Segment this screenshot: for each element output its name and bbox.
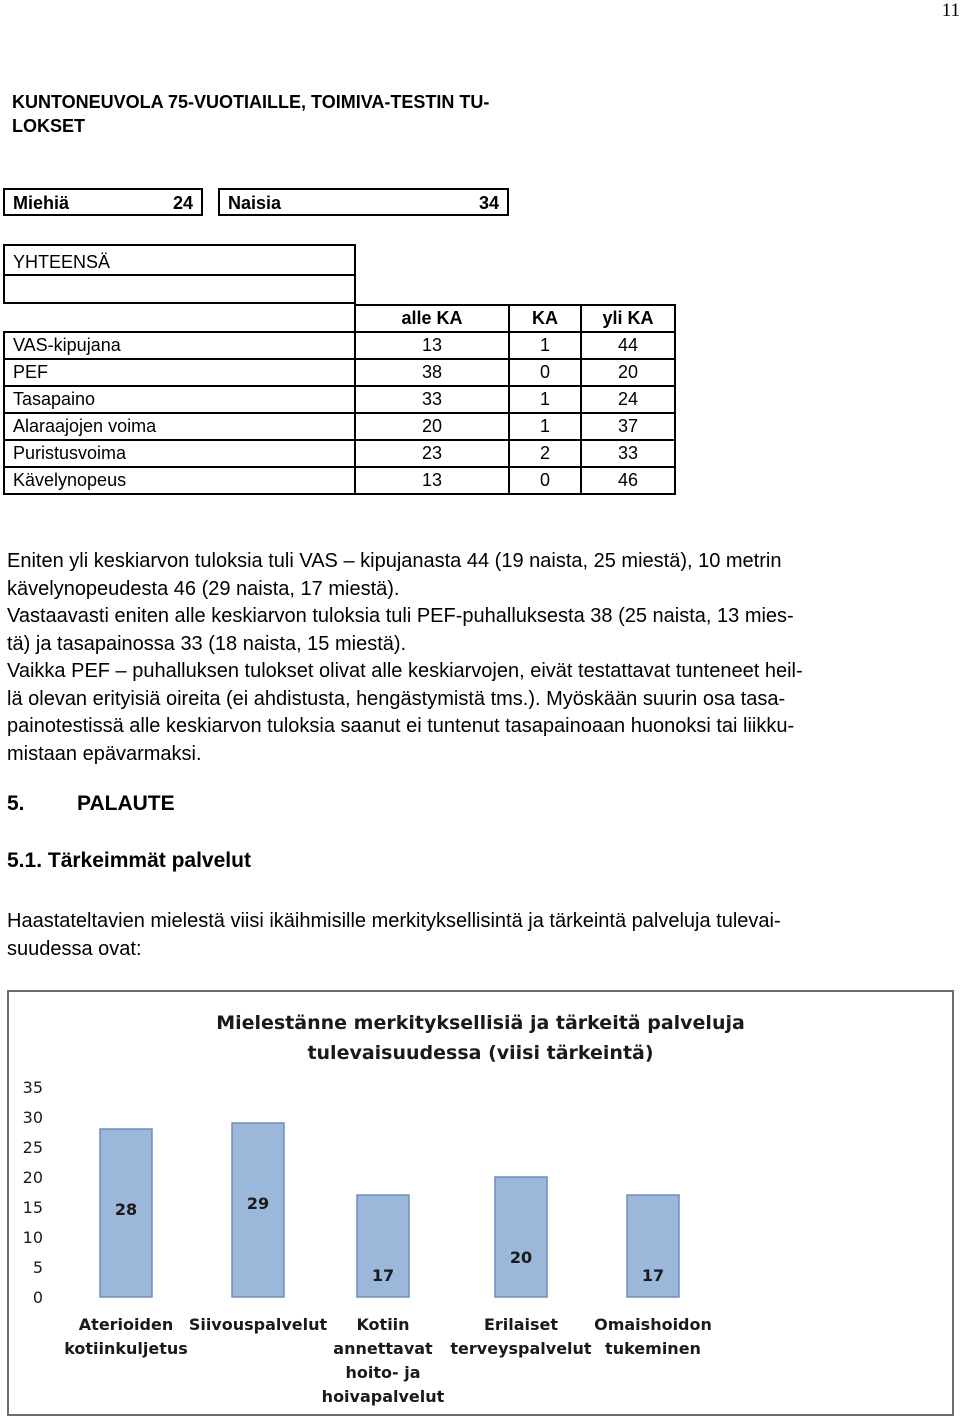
intro-paragraph <box>7 908 952 963</box>
category-label: Erilaiset <box>483 1315 559 1334</box>
row-label: Tasapaino <box>4 386 355 413</box>
section-number: 5. <box>7 792 25 815</box>
data-label: 29 <box>246 1194 270 1213</box>
section-title: PALAUTE <box>77 792 175 815</box>
section-heading-5-1: 5.1. Tärkeimmät palvelut <box>7 849 251 872</box>
paragraph-line: Haastateltavien mielestä viisi ikäihmisille merkityksellisintä ja tärkeintä palveluja tulevai- <box>7 910 781 932</box>
row-label: Kävelynopeus <box>4 467 355 494</box>
category-label: kotiinkuljetus <box>64 1339 188 1358</box>
women-count-box <box>218 188 509 216</box>
page-number: 11 <box>941 0 960 21</box>
yli-ka-value: 37 <box>581 413 675 440</box>
yli-ka-value: 24 <box>581 386 675 413</box>
category-label: Siivouspalvelut <box>188 1315 328 1334</box>
ka-value: 1 <box>509 386 581 413</box>
y-tick-label: 15 <box>22 1198 43 1217</box>
data-label: 17 <box>371 1266 395 1285</box>
women-label: Naisia <box>228 193 282 213</box>
alle-ka-value: 33 <box>355 386 509 413</box>
ka-value: 1 <box>509 413 581 440</box>
document-title <box>12 90 572 138</box>
alle-ka-value: 38 <box>355 359 509 386</box>
table-row <box>4 359 675 386</box>
alle-ka-value: 13 <box>355 467 509 494</box>
paragraph-line: mistaan epävarmaksi. <box>7 742 202 765</box>
header-ka: KA <box>509 305 581 332</box>
alle-ka-value: 23 <box>355 440 509 467</box>
y-tick-label: 20 <box>22 1168 43 1187</box>
chart-title-line-2: tulevaisuudessa (viisi tärkeintä) <box>307 1042 654 1064</box>
total-divider <box>5 274 354 276</box>
paragraph-line: tä) ja tasapainossa 33 (18 naista, 15 miestä). <box>7 632 407 655</box>
category-label: tukeminen <box>605 1339 701 1358</box>
y-tick-label: 0 <box>32 1288 43 1307</box>
paragraph-line: lä olevan erityisiä oireita (ei ahdistusta, hengästymistä tms.). Myöskään suurin osa tasa- <box>7 687 786 710</box>
category-label: Kotiin <box>356 1315 410 1334</box>
row-label: Alaraajojen voima <box>4 413 355 440</box>
results-header-row <box>4 305 675 332</box>
table-row <box>4 413 675 440</box>
paragraph-line: painotestissä alle keskiarvon tuloksia saanut ei tuntenut tasapainoaan huonoksi tai liikku- <box>7 715 795 737</box>
results-paragraph <box>7 548 952 768</box>
section-heading-5 <box>7 792 175 816</box>
data-label: 28 <box>114 1200 138 1219</box>
title-line-2: LOKSET <box>12 116 86 136</box>
category-label: hoito- ja <box>345 1363 421 1382</box>
row-label: VAS-kipujana <box>4 332 355 359</box>
data-label: 20 <box>509 1248 533 1267</box>
total-label: YHTEENSÄ <box>13 252 111 272</box>
yli-ka-value: 33 <box>581 440 675 467</box>
chart-plot <box>9 992 952 1414</box>
table-row <box>4 467 675 494</box>
alle-ka-value: 13 <box>355 332 509 359</box>
y-tick-label: 5 <box>32 1258 43 1277</box>
ka-value: 1 <box>509 332 581 359</box>
yli-ka-value: 20 <box>581 359 675 386</box>
men-value: 24 <box>172 193 193 213</box>
y-tick-label: 25 <box>22 1138 43 1157</box>
ka-value: 2 <box>509 440 581 467</box>
category-label: terveyspalvelut <box>450 1339 592 1358</box>
men-label: Miehiä <box>13 193 70 213</box>
header-blank <box>4 305 355 332</box>
men-count-box <box>3 188 203 216</box>
paragraph-line: Vastaavasti eniten alle keskiarvon tuloksia tuli PEF-puhalluksesta 38 (25 naista, 13 mies- <box>7 605 794 627</box>
category-label: Aterioiden <box>78 1315 174 1334</box>
yli-ka-value: 46 <box>581 467 675 494</box>
paragraph-line: Vaikka PEF – puhalluksen tulokset olivat alle keskiarvojen, eivät testattavat tunteneet heil- <box>7 660 803 682</box>
table-row <box>4 386 675 413</box>
data-label: 17 <box>641 1266 665 1285</box>
category-label: hoivapalvelut <box>321 1387 445 1406</box>
chart-title-line-1: Mielestänne merkityksellisiä ja tärkeitä palveluja <box>216 1012 745 1034</box>
row-label: PEF <box>4 359 355 386</box>
y-tick-label: 30 <box>22 1108 43 1127</box>
ka-value: 0 <box>509 359 581 386</box>
title-line-1: KUNTONEUVOLA 75-VUOTIAILLE, TOIMIVA-TESTIN TU- <box>12 92 490 112</box>
y-tick-label: 10 <box>22 1228 43 1247</box>
category-label: annettavat <box>333 1339 433 1358</box>
women-value: 34 <box>478 193 499 213</box>
services-bar-chart <box>7 990 954 1416</box>
table-row <box>4 440 675 467</box>
row-label: Puristusvoima <box>4 440 355 467</box>
total-box <box>3 244 356 304</box>
header-alle-ka: alle KA <box>355 305 509 332</box>
table-row <box>4 332 675 359</box>
alle-ka-value: 20 <box>355 413 509 440</box>
bar <box>495 1177 547 1297</box>
results-table <box>3 304 676 495</box>
paragraph-line: suudessa ovat: <box>7 937 142 960</box>
yli-ka-value: 44 <box>581 332 675 359</box>
category-label: Omaishoidon <box>594 1315 712 1334</box>
header-yli-ka: yli KA <box>581 305 675 332</box>
paragraph-line: kävelynopeudesta 46 (29 naista, 17 miestä). <box>7 577 400 600</box>
ka-value: 0 <box>509 467 581 494</box>
paragraph-line: Eniten yli keskiarvon tuloksia tuli VAS – kipujanasta 44 (19 naista, 25 miestä), 10 metrin <box>7 550 782 572</box>
y-tick-label: 35 <box>22 1078 43 1097</box>
